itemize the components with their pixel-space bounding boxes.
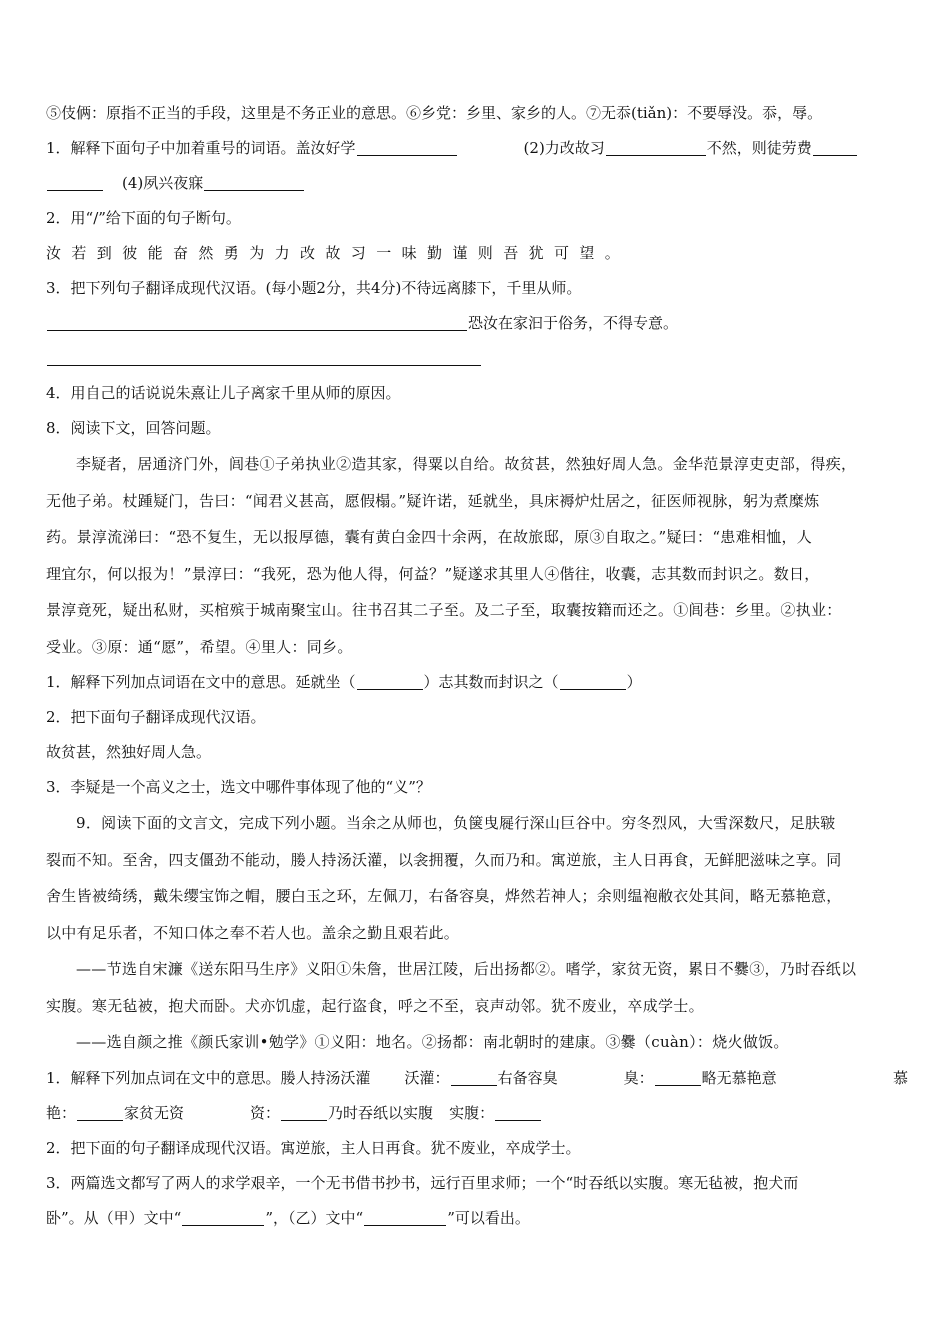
question-9-1-cont [46,1096,908,1131]
text: ——节选自宋濂《送东阳马生序》义阳①朱詹，世居江陵，后出扬都②。嗜学，家贫无资，累日不爨③，乃时吞纸以 [76,960,857,978]
text: 3．两篇选文都写了两人的求学艰辛，一个无书借书抄书，远行百里求师；一个“时吞纸以实腹。寒无毡被，抱犬而 [46,1173,799,1192]
text: 汝若到彼能奋然勇为力改故习一味勤谨则吾犹可望。 [46,244,631,262]
question-9-3-cont [46,1201,908,1236]
text: ”可以看出。 [447,1208,530,1227]
text: 臭： [623,1068,654,1087]
question-8-2-sentence [46,735,908,770]
text: 4．用自己的话说说朱熹让儿子离家千里从师的原因。 [46,384,401,402]
passage-9-line [46,842,908,879]
text: 恐汝在家汩于俗务，不得专意。 [468,314,679,332]
text: 沃灌： [404,1068,450,1087]
question-7-1-cont [46,166,908,201]
text: 1．解释下列加点词语在文中的意思。延就坐（ [46,673,356,691]
translation-line [46,306,908,341]
question-7-1 [46,131,908,166]
text: 实腹。寒无毡被，抱犬而卧。犬亦饥虚，起行盗食，呼之不至，哀声动邻。犹不废业，卒成学士。 [46,996,704,1015]
text: 2．把下面句子翻译成现代汉语。 [46,708,266,726]
answer-blank[interactable] [655,1069,701,1086]
text: 不然，则徒劳费 [706,139,812,157]
passage-8-line [46,556,908,593]
answer-blank[interactable] [47,349,481,366]
document-page [46,96,908,1236]
passage-8-line [46,519,908,556]
question-7-3 [46,271,908,306]
passage-9-line [46,988,908,1025]
text: 9．阅读下面的文言文，完成下列小题。当余之从师也，负箧曳屣行深山巨谷中。穷冬烈风，大雪深数尺，足肤皲 [76,814,836,832]
answer-blank[interactable] [813,139,857,156]
passage-9-line [46,878,908,915]
question-8-1 [46,665,908,700]
text: 慕 [892,1068,908,1087]
answer-blank[interactable] [204,174,304,191]
text: 3．把下列句子翻译成现代汉语。(每小题2分，共4分)不待远离膝下，千里从师。 [46,279,582,297]
text: 受业。③原：通“愿”，希望。④里人：同乡。 [46,637,353,656]
text: 略无慕艳意 [701,1068,777,1087]
text: 实腹： [449,1103,495,1122]
text: 卧”。从（甲）文中“ [46,1208,182,1227]
punctuation-sentence [46,236,908,271]
text: 2．用“/”给下面的句子断句。 [46,209,241,227]
question-7-4 [46,376,908,411]
question-8-2 [46,700,908,735]
question-9-1 [46,1061,908,1096]
text: 右备容臭 [497,1068,558,1087]
text: ——选自颜之推《颜氏家训•勉学》①义阳：地名。②扬都：南北朝时的建康。③爨（cuàn）：烧火做饭。 [76,1033,789,1051]
text: 舍生皆被绮绣，戴朱缨宝饰之帽，腰白玉之环，左佩刀，右备容臭，烨然若神人；余则缊袍敝衣处其间，略无慕艳意， [46,887,842,905]
text: ）志其数而封识之（ [423,673,559,691]
answer-blank[interactable] [281,1104,327,1121]
translation-line [46,341,908,376]
answer-blank[interactable] [451,1069,497,1086]
text: 1．解释下面句子中加着重号的词语。盖汝好学 [46,139,356,157]
footnote-line [46,96,908,131]
question-9-2 [46,1131,908,1166]
text: 景淳竟死，疑出私财，买棺殡于城南聚宝山。往书召其二子至。及二子至，取囊按籍而还之。①闾巷：乡里。②执业： [46,601,842,619]
text: 2．把下面的句子翻译成现代汉语。寓逆旅，主人日再食。犹不废业，卒成学士。 [46,1138,581,1157]
passage-9-line [46,951,908,988]
answer-blank[interactable] [357,673,423,690]
answer-blank[interactable] [560,673,626,690]
passage-8-line [46,483,908,520]
text: 艳： [46,1103,77,1122]
text: 无他子弟。杖踵疑门，告曰：“闻君义甚高，愿假榻。”疑许诺，延就坐，具床褥炉灶居之，征医师视脉，躬为煮糜炼 [46,491,820,510]
text: 李疑者，居通济门外，闾巷①子弟执业②造其家，得粟以自给。故贫甚，然独好周人急。金华范景淳吏吏部，得疾， [76,455,857,473]
answer-blank[interactable] [47,314,467,331]
text: 资： [250,1103,281,1122]
text: 故贫甚，然独好周人急。 [46,743,212,761]
passage-9-source [46,1024,908,1061]
text: (4)夙兴夜寐 [122,174,204,192]
text: ） [626,673,642,691]
text: 以中有足乐者，不知口体之奉不若人也。盖余之勤且艰若此。 [46,923,460,942]
passage-8-line [46,629,908,666]
answer-blank[interactable] [364,1209,446,1226]
answer-blank[interactable] [357,139,457,156]
passage-8-line [46,446,908,483]
passage-8-line [46,592,908,629]
text: 8．阅读下文，回答问题。 [46,419,221,437]
question-8-3 [46,770,908,805]
text: 乃时吞纸以实腹 [328,1103,434,1122]
text: 理宜尔，何以报为！”景淳曰：“我死，恐为他人得，何益？”疑遂求其里人④偕往，收囊，志其数而封识之。数日， [46,564,820,583]
passage-9-line [46,805,908,842]
passage-9-line [46,915,908,952]
question-9-3 [46,1166,908,1201]
answer-blank[interactable] [47,174,103,191]
question-7-2 [46,201,908,236]
text: 家贫无资 [124,1103,185,1122]
text: 药。景淳流涕曰：“恐不复生，无以报厚德，囊有黄白金四十余两，在故旅邸，原③自取之。”疑曰：“患难相恤，人 [46,528,813,546]
answer-blank[interactable] [606,139,706,156]
text: 裂而不知。至舍，四支僵劲不能动，媵人持汤沃灌，以衾拥覆，久而乃和。寓逆旅，主人日再食，无鲜肥滋味之享。同 [46,850,842,869]
question-8-title [46,411,908,446]
text: 1．解释下列加点词在文中的意思。媵人持汤沃灌 [46,1068,371,1087]
answer-blank[interactable] [77,1104,123,1121]
answer-blank[interactable] [182,1209,264,1226]
answer-blank[interactable] [495,1104,541,1121]
text: ”，（乙）文中“ [265,1208,364,1227]
text: ⑤伎俩：原指不正当的手段，这里是不务正业的意思。⑥乡党：乡里、家乡的人。⑦无忝(tiǎn)：不要辱没。忝，辱。 [46,104,823,122]
text: (2)力改故习 [523,139,605,157]
text: 3．李疑是一个高义之士，选文中哪件事体现了他的“义”？ [46,778,431,796]
